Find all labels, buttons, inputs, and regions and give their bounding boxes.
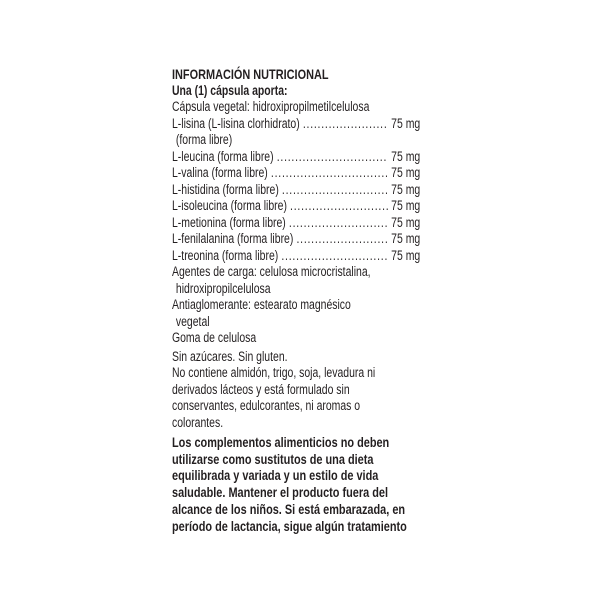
bulking-agents: Agentes de carga: celulosa microcristalina, (172, 264, 371, 279)
anticaking-agent-cont: vegetal (175, 313, 210, 329)
warning-text: Los complementos alimenticios no deben utilizarse como sustitutos de una dieta equilibrada y variada y un estilo de vida saludable. Mantener el producto fuera del alcance de los niños. Si está embarazada, en período de lactancia, sigue algún tratamiento (172, 434, 407, 534)
ingredient-row: L-valina (forma libre) ..... 75 mg (172, 165, 432, 182)
anticaking-agent: Antiaglomerante: estearato magnésico (172, 297, 351, 312)
bulking-agents-cont: hidroxipropilcelulosa (175, 280, 271, 296)
gum: Goma de celulosa (172, 330, 257, 345)
capsule-line: Cápsula vegetal: hidroxipropilmetilcelulosa (172, 99, 370, 114)
ingredient-row: L-isoleucina (forma libre) ..... 75 mg (172, 198, 432, 215)
claims: Sin azúcares. Sin gluten. No contiene almidón, trigo, soja, levadura ni derivados lácteos y está formulado sin conservantes, edulcorantes, ni aromas o colorantes. (172, 348, 376, 430)
ingredient-row: L-lisina (L-lisina clorhidrato) ..... 75 mg (172, 116, 432, 133)
nutrition-label (172, 66, 432, 534)
ingredient-note: (forma libre) (175, 132, 233, 147)
ingredient-row: L-leucina (forma libre) ..... 75 mg (172, 149, 432, 166)
ingredient-row: L-fenilalanina (forma libre) ..... 75 mg (172, 231, 432, 248)
ingredient-row: L-metionina (forma libre) ..... 75 mg (172, 215, 432, 232)
serving-subtitle: Una (1) cápsula aporta: (172, 82, 288, 98)
ingredient-row: L-histidina (forma libre) ..... 75 mg (172, 182, 432, 199)
label-title: INFORMACIÓN NUTRICIONAL (172, 66, 329, 82)
ingredient-row: L-treonina (forma libre) ..... 75 mg (172, 248, 432, 265)
